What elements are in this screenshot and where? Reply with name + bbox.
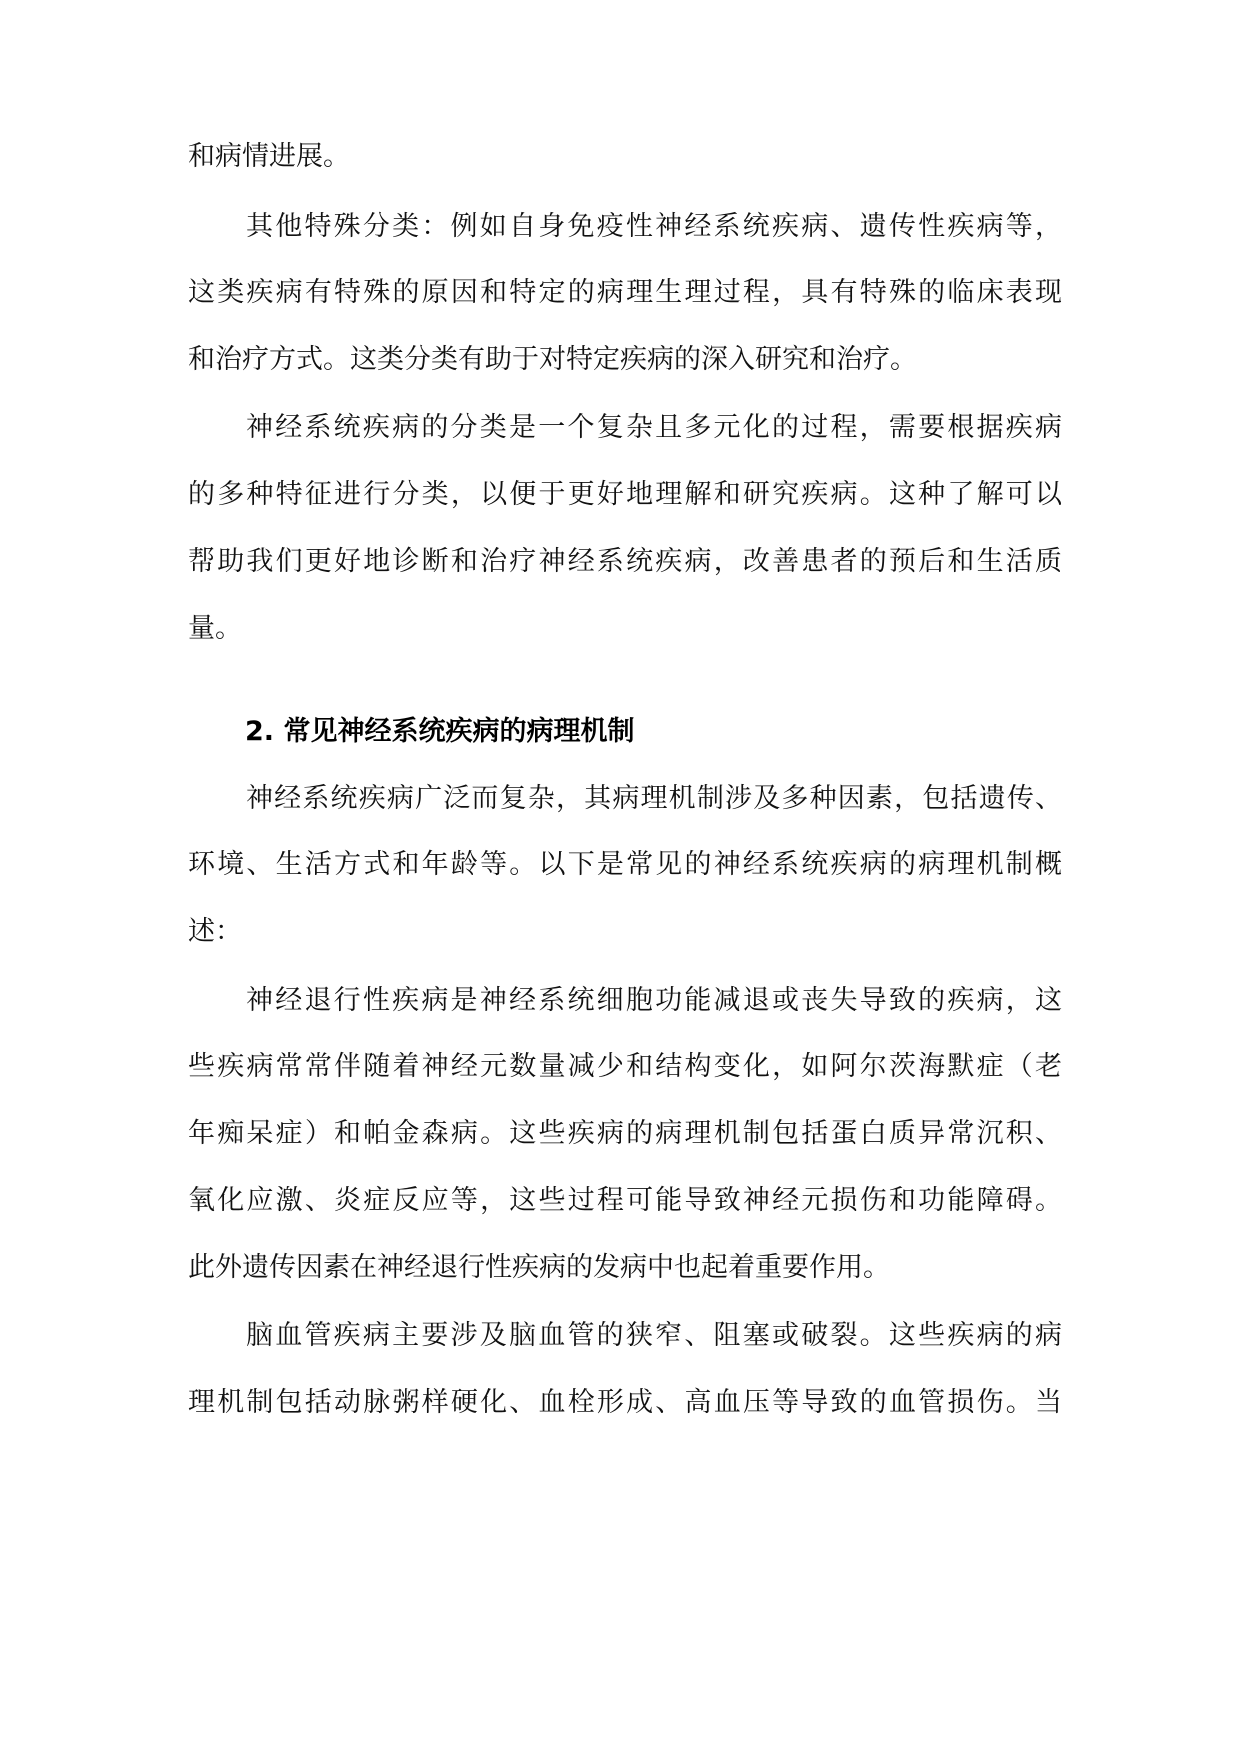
paragraph-line: 环境、生活方式和年龄等。以下是常见的神经系统疾病的病理机制概 [188,849,1062,880]
paragraph-line: 些疾病常常伴随着神经元数量减少和结构变化，如阿尔茨海默症（老 [188,1051,1062,1082]
paragraph-line: 理机制包括动脉粥样硬化、血栓形成、高血压等导致的血管损伤。当 [188,1387,1062,1418]
paragraph-line: 这类疾病有特殊的原因和特定的病理生理过程，具有特殊的临床表现 [188,277,1062,308]
paragraph-line: 的多种特征进行分类，以便于更好地理解和研究疾病。这种了解可以 [188,479,1062,510]
paragraph-line: 述： [188,916,242,947]
paragraph-line: 帮助我们更好地诊断和治疗神经系统疾病，改善患者的预后和生活质 [188,546,1062,577]
paragraph-line: 和病情进展。 [188,141,350,172]
section-heading: 2. 常见神经系统疾病的病理机制 [245,716,635,747]
paragraph-line: 量。 [188,613,242,644]
paragraph-line: 年痴呆症）和帕金森病。这些疾病的病理机制包括蛋白质异常沉积、 [188,1118,1062,1149]
paragraph-line: 神经系统疾病的分类是一个复杂且多元化的过程，需要根据疾病 [246,412,1062,443]
paragraph-line: 其他特殊分类：例如自身免疫性神经系统疾病、遗传性疾病等， [246,211,1062,242]
paragraph-line: 此外遗传因素在神经退行性疾病的发病中也起着重要作用。 [188,1252,890,1283]
paragraph-line: 和治疗方式。这类分类有助于对特定疾病的深入研究和治疗。 [188,344,917,375]
paragraph-line: 脑血管疾病主要涉及脑血管的狭窄、阻塞或破裂。这些疾病的病 [246,1320,1062,1351]
paragraph-line: 神经系统疾病广泛而复杂，其病理机制涉及多种因素，包括遗传、 [246,783,1062,814]
paragraph-line: 氧化应激、炎症反应等，这些过程可能导致神经元损伤和功能障碍。 [188,1185,1062,1216]
paragraph-line: 神经退行性疾病是神经系统细胞功能减退或丧失导致的疾病，这 [246,985,1062,1016]
